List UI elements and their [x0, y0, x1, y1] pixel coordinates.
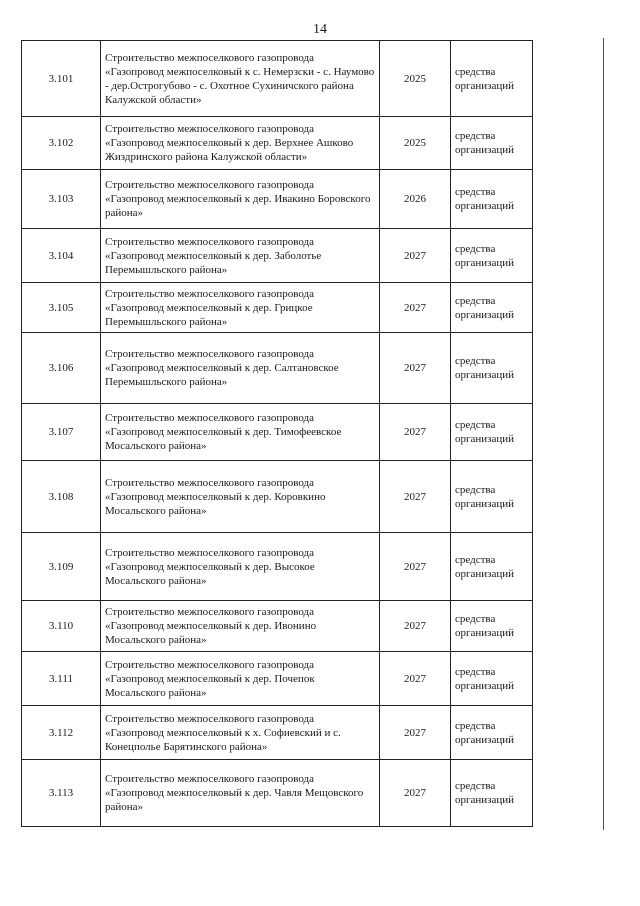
gasification-table [21, 40, 533, 827]
item-description: Строительство межпоселкового газопровода «Газопровод межпоселковый к дер. Коровкино Мосальского района» [101, 461, 380, 533]
item-number: 3.110 [22, 601, 101, 652]
item-funding-source: средства организаций [451, 706, 533, 760]
item-year: 2025 [380, 117, 451, 170]
table-row [22, 229, 533, 283]
item-number: 3.113 [22, 760, 101, 827]
item-description: Строительство межпоселкового газопровода «Газопровод межпоселковый к дер. Ивакино Боровского района» [101, 170, 380, 229]
table-row [22, 283, 533, 333]
item-description: Строительство межпоселкового газопровода «Газопровод межпоселковый к дер. Чавля Мещовского района» [101, 760, 380, 827]
item-funding-source: средства организаций [451, 461, 533, 533]
item-funding-source: средства организаций [451, 170, 533, 229]
item-number: 3.109 [22, 533, 101, 601]
item-description: Строительство межпоселкового газопровода «Газопровод межпоселковый к дер. Почепок Мосальского района» [101, 652, 380, 706]
table-row [22, 652, 533, 706]
table-row [22, 333, 533, 404]
item-number: 3.101 [22, 41, 101, 117]
item-funding-source: средства организаций [451, 601, 533, 652]
item-number: 3.102 [22, 117, 101, 170]
table-row [22, 461, 533, 533]
item-description: Строительство межпоселкового газопровода «Газопровод межпоселковый к х. Софиевский и с. Конецполье Барятинского района» [101, 706, 380, 760]
item-year: 2027 [380, 533, 451, 601]
table-row [22, 170, 533, 229]
item-funding-source: средства организаций [451, 229, 533, 283]
item-funding-source: средства организаций [451, 760, 533, 827]
table-row [22, 533, 533, 601]
table-row [22, 41, 533, 117]
item-description: Строительство межпоселкового газопровода «Газопровод межпоселковый к дер. Грицкое Перемышльского района» [101, 283, 380, 333]
item-funding-source: средства организаций [451, 333, 533, 404]
item-year: 2027 [380, 601, 451, 652]
item-number: 3.107 [22, 404, 101, 461]
item-funding-source: средства организаций [451, 404, 533, 461]
item-year: 2025 [380, 41, 451, 117]
item-funding-source: средства организаций [451, 652, 533, 706]
item-year: 2027 [380, 404, 451, 461]
item-description: Строительство межпоселкового газопровода «Газопровод межпоселковый к дер. Верхнее Ашково Жиздринского района Калужской области» [101, 117, 380, 170]
table-row [22, 601, 533, 652]
item-number: 3.103 [22, 170, 101, 229]
item-description: Строительство межпоселкового газопровода «Газопровод межпоселковый к дер. Высокое Мосальского района» [101, 533, 380, 601]
table-row [22, 760, 533, 827]
item-funding-source: средства организаций [451, 117, 533, 170]
scan-edge-line [603, 38, 604, 830]
item-year: 2027 [380, 461, 451, 533]
item-number: 3.105 [22, 283, 101, 333]
table-row [22, 706, 533, 760]
item-number: 3.112 [22, 706, 101, 760]
item-number: 3.108 [22, 461, 101, 533]
item-description: Строительство межпоселкового газопровода «Газопровод межпоселковый к с. Немерзски - с. Наумово - дер.Острогубово - с. Охотное Сухиничского района Калужской области» [101, 41, 380, 117]
item-description: Строительство межпоселкового газопровода «Газопровод межпоселковый к дер. Ивонино Мосальского района» [101, 601, 380, 652]
item-year: 2027 [380, 652, 451, 706]
item-description: Строительство межпоселкового газопровода «Газопровод межпоселковый к дер. Заболотье Перемышльского района» [101, 229, 380, 283]
item-year: 2026 [380, 170, 451, 229]
item-year: 2027 [380, 229, 451, 283]
item-funding-source: средства организаций [451, 41, 533, 117]
table-row [22, 117, 533, 170]
item-number: 3.111 [22, 652, 101, 706]
item-funding-source: средства организаций [451, 283, 533, 333]
item-year: 2027 [380, 283, 451, 333]
item-number: 3.106 [22, 333, 101, 404]
item-year: 2027 [380, 333, 451, 404]
item-description: Строительство межпоселкового газопровода «Газопровод межпоселковый к дер. Тимофеевское Мосальского района» [101, 404, 380, 461]
item-number: 3.104 [22, 229, 101, 283]
page-number: 14 [313, 22, 327, 37]
item-description: Строительство межпоселкового газопровода «Газопровод межпоселковый к дер. Салтановское Перемышльского района» [101, 333, 380, 404]
item-funding-source: средства организаций [451, 533, 533, 601]
table-row [22, 404, 533, 461]
item-year: 2027 [380, 706, 451, 760]
item-year: 2027 [380, 760, 451, 827]
